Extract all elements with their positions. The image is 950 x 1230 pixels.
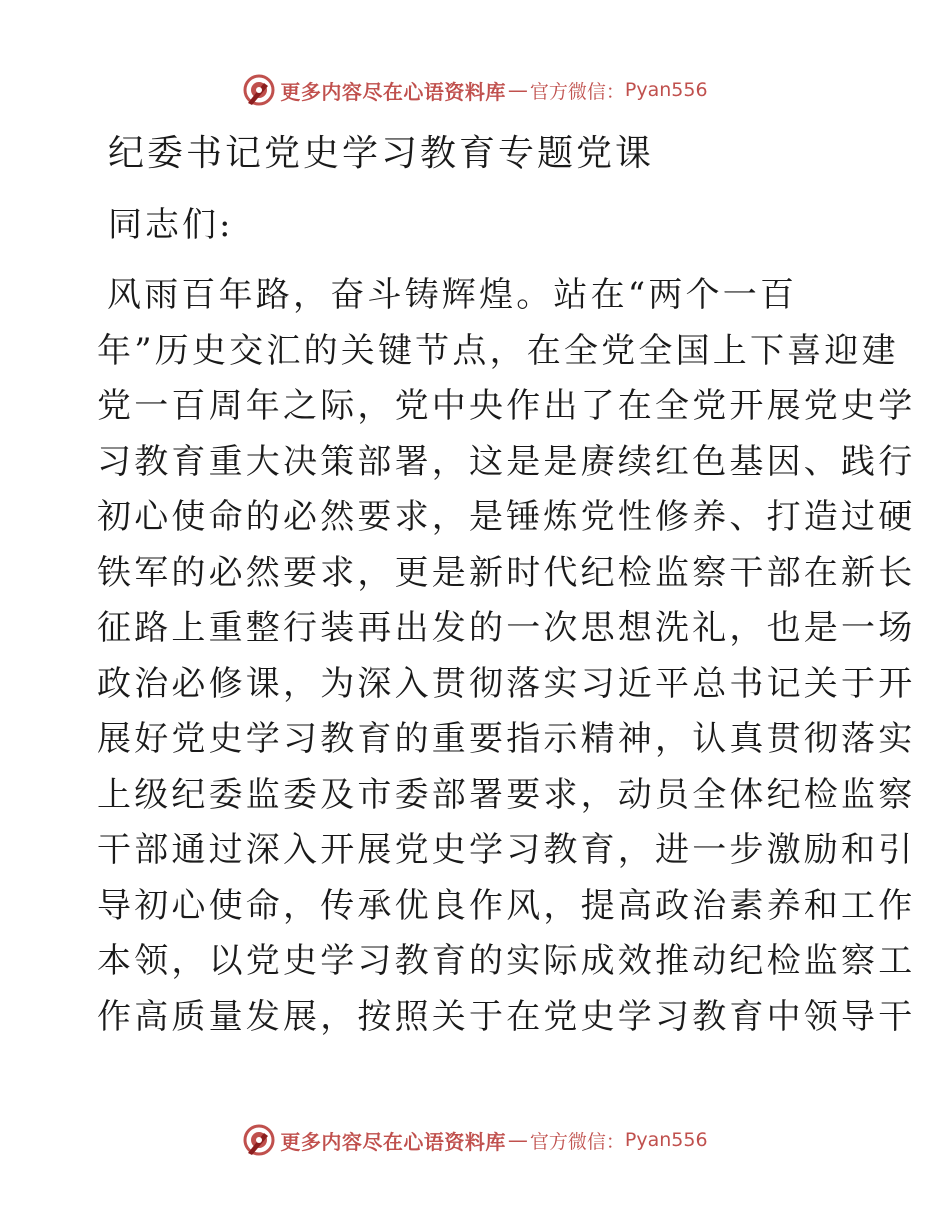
paragraph-line: 上级纪委监委及市委部署要求，动员全体纪检监察: [97, 774, 916, 815]
watermark-text: 更多内容尽在心语资料库: [280, 79, 506, 104]
paragraph-line: 铁军的必然要求，更是新时代纪检监察干部在新长: [97, 552, 916, 593]
watermark-account: Pyan556: [624, 1129, 708, 1151]
paragraph-line: 党一百周年之际，党中央作出了在全党开展党史学: [97, 386, 916, 426]
paragraph-line: 导初心使命，传承优良作风，提高政治素养和工作: [97, 885, 916, 926]
body-paragraph: [97, 268, 916, 1045]
paragraph-line: 政治必修课，为深入贯彻落实习近平总书记关于开: [97, 663, 916, 704]
paragraph-line: 风雨百年路，奋斗铸辉煌。站在“两个一百: [107, 275, 798, 315]
paragraph-line: 征路上重整行装再出发的一次思想洗礼，也是一场: [97, 608, 916, 648]
watermark-dash: —: [507, 1128, 528, 1152]
document-title: 纪委书记党史学习教育专题党课: [108, 133, 655, 174]
watermark-header: [0, 70, 950, 110]
paragraph-line: 年”历史交汇的关键节点，在全党全国上下喜迎建: [97, 330, 899, 371]
watermark-official: 官方微信：: [529, 1130, 625, 1153]
pen-logo-icon: [242, 1123, 276, 1157]
paragraph-line: 展好党史学习教育的重要指示精神，认真贯彻落实: [97, 719, 916, 759]
watermark-footer: [0, 1120, 950, 1160]
paragraph-line: 作高质量发展，按照关于在党史学习教育中领导干: [97, 996, 916, 1037]
watermark-dash: —: [507, 78, 528, 102]
watermark-official: 官方微信：: [529, 80, 625, 103]
paragraph-line: 初心使命的必然要求，是锤炼党性修养、打造过硬: [97, 497, 916, 537]
watermark-account: Pyan556: [624, 79, 708, 101]
watermark-text: 更多内容尽在心语资料库: [280, 1129, 506, 1154]
paragraph-line: 本领，以党史学习教育的实际成效推动纪检监察工: [97, 941, 916, 981]
greeting: 同志们:: [108, 205, 234, 245]
paragraph-line: 习教育重大决策部署，这是是赓续红色基因、践行: [97, 441, 916, 482]
paragraph-line: 干部通过深入开展党史学习教育，进一步激励和引: [97, 830, 916, 870]
pen-logo-icon: [242, 73, 276, 107]
